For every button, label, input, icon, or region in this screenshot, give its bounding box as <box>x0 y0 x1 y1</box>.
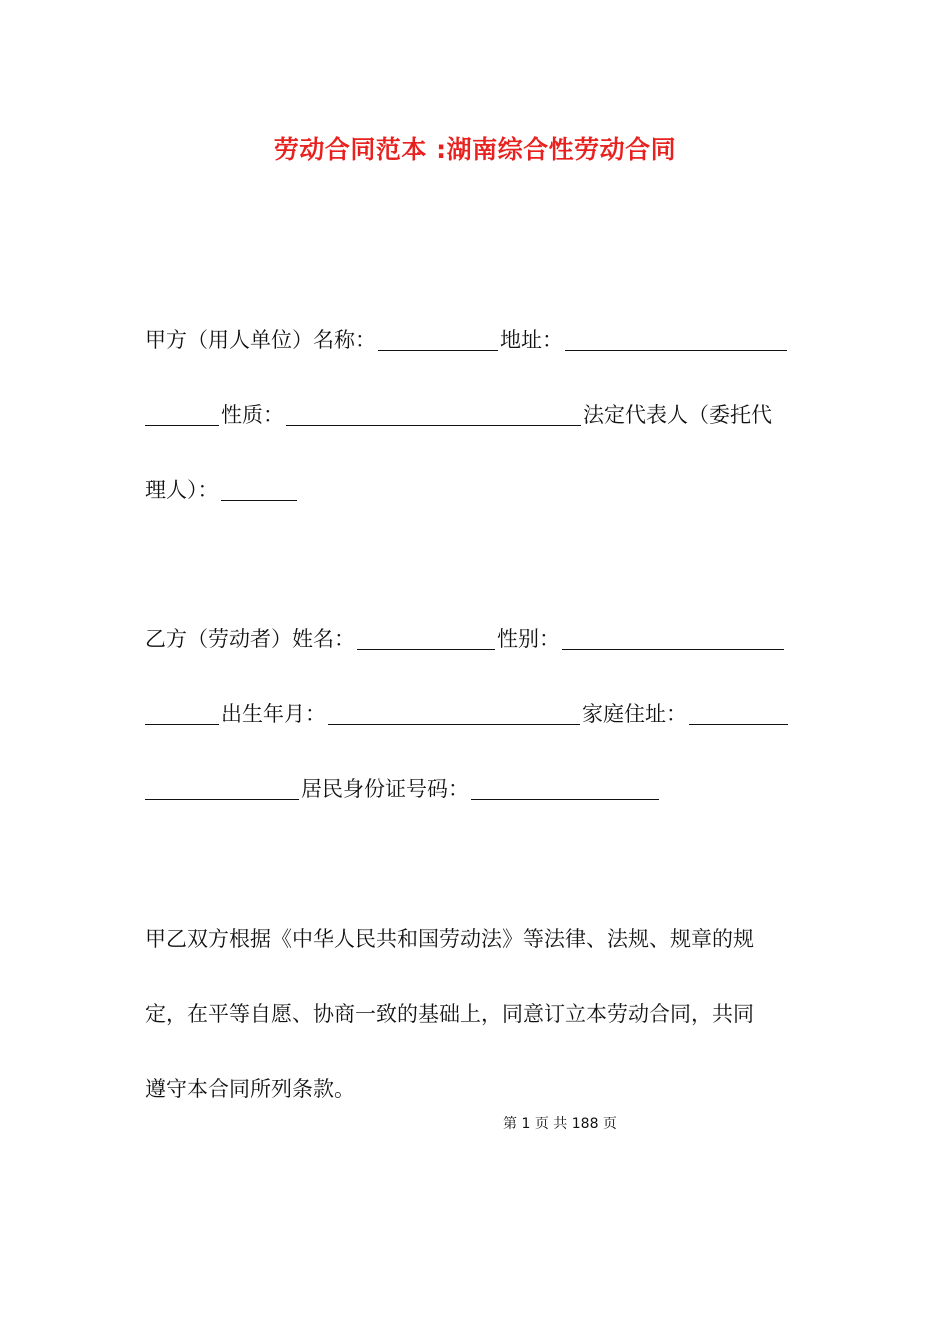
party-b-gender-blank-cont[interactable] <box>145 703 219 725</box>
party-a-address-label: 地址： <box>500 328 563 352</box>
party-b-id-blank[interactable] <box>471 778 659 800</box>
party-b-gender-label: 性别： <box>497 627 560 651</box>
party-b-home-blank[interactable] <box>689 703 788 725</box>
party-b-birth-blank[interactable] <box>328 703 580 725</box>
party-a-rep-label: 法定代表人（委托代 <box>583 403 772 427</box>
party-b-birth-label: 出生年月： <box>221 702 326 726</box>
intro-line-3: 遵守本合同所列条款。 <box>145 1077 355 1101</box>
party-b-line-3 <box>145 775 810 803</box>
party-a-nature-blank[interactable] <box>286 404 581 426</box>
party-a-address-blank-cont[interactable] <box>145 404 219 426</box>
party-a-rep-blank[interactable] <box>221 479 297 501</box>
intro-line-2: 定，在平等自愿、协商一致的基础上，同意订立本劳动合同，共同 <box>145 1002 754 1026</box>
party-b-gender-blank[interactable] <box>562 628 784 650</box>
party-a-nature-label: 性质： <box>221 403 284 427</box>
intro-line-1: 甲乙双方根据《中华人民共和国劳动法》等法律、法规、规章的规 <box>145 927 754 951</box>
party-b-name-label: 乙方（劳动者）姓名： <box>145 627 355 651</box>
party-a-name-label: 甲方（用人单位）名称： <box>145 328 376 352</box>
party-a-line-2 <box>145 401 810 429</box>
document-title: 劳动合同范本 :湖南综合性劳动合同 <box>273 135 677 164</box>
party-b-home-label: 家庭住址： <box>582 702 687 726</box>
party-a-address-blank[interactable] <box>565 329 787 351</box>
party-a-rep-label-cont: 理人）： <box>145 478 219 502</box>
party-a-line-1 <box>145 326 810 354</box>
party-b-line-2 <box>145 700 810 728</box>
party-a-name-blank[interactable] <box>378 329 498 351</box>
party-b-line-1 <box>145 625 810 653</box>
party-b-home-blank-cont[interactable] <box>145 778 299 800</box>
page-number: 第 1 页 共 188 页 <box>503 1116 617 1132</box>
party-b-name-blank[interactable] <box>357 628 495 650</box>
party-a-line-3 <box>145 476 810 504</box>
party-b-id-label: 居民身份证号码： <box>301 777 469 801</box>
